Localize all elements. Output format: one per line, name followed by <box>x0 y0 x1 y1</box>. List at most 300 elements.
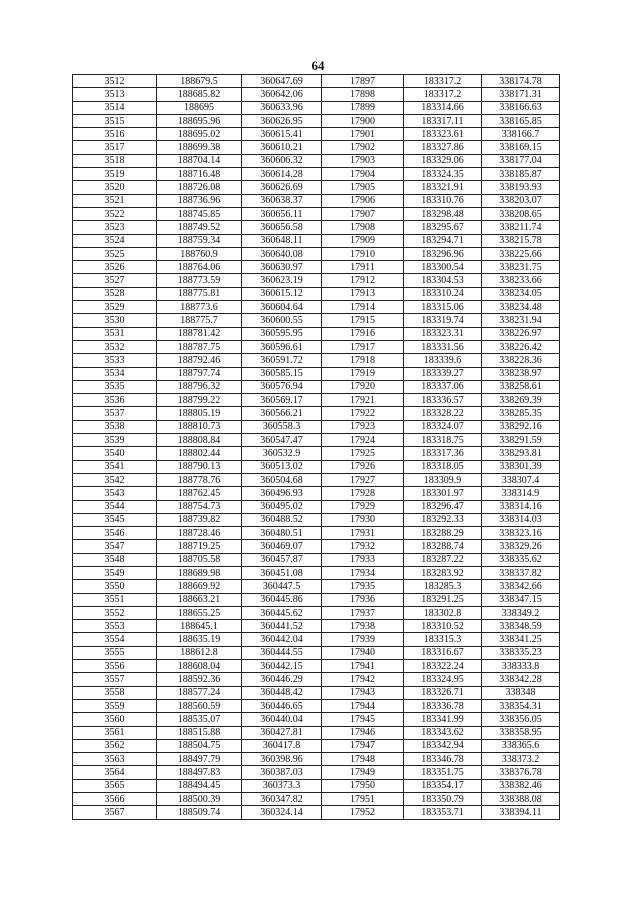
point-number-a-cell: 3557 <box>73 673 157 686</box>
y-coordinate-a-cell: 360442.15 <box>242 660 322 673</box>
coordinate-table <box>72 74 560 820</box>
x-coordinate-a-cell: 188726.08 <box>157 181 242 194</box>
point-number-a-cell: 3551 <box>73 593 157 606</box>
y-coordinate-a-cell: 360615.12 <box>242 287 322 300</box>
y-coordinate-a-cell: 360615.41 <box>242 128 322 141</box>
x-coordinate-b-cell: 183318.75 <box>404 434 482 447</box>
x-coordinate-b-cell: 183337.06 <box>404 380 482 393</box>
y-coordinate-b-cell: 338354.31 <box>482 699 560 712</box>
y-coordinate-a-cell: 360387.03 <box>242 766 322 779</box>
y-coordinate-a-cell: 360630.97 <box>242 261 322 274</box>
x-coordinate-a-cell: 188592.36 <box>157 673 242 686</box>
point-number-a-cell: 3520 <box>73 181 157 194</box>
x-coordinate-b-cell: 183298.48 <box>404 207 482 220</box>
y-coordinate-a-cell: 360448.42 <box>242 686 322 699</box>
x-coordinate-b-cell: 183324.35 <box>404 168 482 181</box>
x-coordinate-b-cell: 183321.91 <box>404 181 482 194</box>
x-coordinate-b-cell: 183292.33 <box>404 513 482 526</box>
x-coordinate-b-cell: 183339.27 <box>404 367 482 380</box>
table-row <box>73 739 560 752</box>
point-number-b-cell: 17933 <box>322 553 404 566</box>
y-coordinate-b-cell: 338292.16 <box>482 420 560 433</box>
table-row <box>73 806 560 819</box>
y-coordinate-a-cell: 360558.3 <box>242 420 322 433</box>
y-coordinate-b-cell: 338337.82 <box>482 566 560 579</box>
y-coordinate-b-cell: 338347.15 <box>482 593 560 606</box>
point-number-a-cell: 3558 <box>73 686 157 699</box>
point-number-a-cell: 3560 <box>73 713 157 726</box>
x-coordinate-a-cell: 188802.44 <box>157 447 242 460</box>
point-number-b-cell: 17908 <box>322 221 404 234</box>
point-number-a-cell: 3530 <box>73 314 157 327</box>
table-row <box>73 580 560 593</box>
y-coordinate-a-cell: 360417.8 <box>242 739 322 752</box>
point-number-b-cell: 17902 <box>322 141 404 154</box>
point-number-a-cell: 3518 <box>73 154 157 167</box>
y-coordinate-a-cell: 360504.68 <box>242 473 322 486</box>
y-coordinate-b-cell: 338231.75 <box>482 261 560 274</box>
table-row <box>73 620 560 633</box>
x-coordinate-a-cell: 188736.96 <box>157 194 242 207</box>
x-coordinate-a-cell: 188577.24 <box>157 686 242 699</box>
table-row <box>73 154 560 167</box>
y-coordinate-a-cell: 360633.96 <box>242 101 322 114</box>
table-row <box>73 699 560 712</box>
point-number-b-cell: 17911 <box>322 261 404 274</box>
x-coordinate-b-cell: 183296.47 <box>404 500 482 513</box>
point-number-a-cell: 3534 <box>73 367 157 380</box>
y-coordinate-a-cell: 360656.11 <box>242 207 322 220</box>
point-number-b-cell: 17947 <box>322 739 404 752</box>
x-coordinate-a-cell: 188504.75 <box>157 739 242 752</box>
point-number-b-cell: 17944 <box>322 699 404 712</box>
x-coordinate-a-cell: 188705.58 <box>157 553 242 566</box>
table-row <box>73 221 560 234</box>
point-number-b-cell: 17935 <box>322 580 404 593</box>
x-coordinate-a-cell: 188689.98 <box>157 566 242 579</box>
point-number-b-cell: 17946 <box>322 726 404 739</box>
x-coordinate-b-cell: 183354.17 <box>404 779 482 792</box>
x-coordinate-b-cell: 183317.2 <box>404 75 482 88</box>
table-row <box>73 553 560 566</box>
x-coordinate-a-cell: 188739.82 <box>157 513 242 526</box>
point-number-b-cell: 17907 <box>322 207 404 220</box>
y-coordinate-a-cell: 360595.95 <box>242 327 322 340</box>
table-row <box>73 593 560 606</box>
table-row <box>73 327 560 340</box>
x-coordinate-b-cell: 183339.6 <box>404 354 482 367</box>
table-row <box>73 487 560 500</box>
y-coordinate-a-cell: 360576.94 <box>242 380 322 393</box>
table-row <box>73 447 560 460</box>
y-coordinate-a-cell: 360398.96 <box>242 753 322 766</box>
y-coordinate-a-cell: 360648.11 <box>242 234 322 247</box>
point-number-b-cell: 17939 <box>322 633 404 646</box>
point-number-b-cell: 17910 <box>322 247 404 260</box>
point-number-b-cell: 17930 <box>322 513 404 526</box>
y-coordinate-a-cell: 360626.95 <box>242 114 322 127</box>
table-row <box>73 207 560 220</box>
y-coordinate-b-cell: 338356.05 <box>482 713 560 726</box>
point-number-a-cell: 3537 <box>73 407 157 420</box>
point-number-b-cell: 17923 <box>322 420 404 433</box>
table-row <box>73 354 560 367</box>
point-number-b-cell: 17952 <box>322 806 404 819</box>
y-coordinate-b-cell: 338169.15 <box>482 141 560 154</box>
point-number-b-cell: 17900 <box>322 114 404 127</box>
x-coordinate-b-cell: 183318.05 <box>404 460 482 473</box>
x-coordinate-b-cell: 183296.96 <box>404 247 482 260</box>
y-coordinate-a-cell: 360347.82 <box>242 793 322 806</box>
point-number-b-cell: 17941 <box>322 660 404 673</box>
point-number-b-cell: 17945 <box>322 713 404 726</box>
table-row <box>73 194 560 207</box>
point-number-a-cell: 3532 <box>73 340 157 353</box>
x-coordinate-b-cell: 183327.86 <box>404 141 482 154</box>
point-number-b-cell: 17922 <box>322 407 404 420</box>
point-number-b-cell: 17898 <box>322 88 404 101</box>
point-number-a-cell: 3565 <box>73 779 157 792</box>
x-coordinate-a-cell: 188509.74 <box>157 806 242 819</box>
page-number: 64 <box>311 58 325 73</box>
point-number-b-cell: 17903 <box>322 154 404 167</box>
y-coordinate-b-cell: 338341.25 <box>482 633 560 646</box>
point-number-b-cell: 17918 <box>322 354 404 367</box>
table-row <box>73 566 560 579</box>
table-row <box>73 407 560 420</box>
table-row <box>73 766 560 779</box>
point-number-a-cell: 3543 <box>73 487 157 500</box>
y-coordinate-b-cell: 338193.93 <box>482 181 560 194</box>
y-coordinate-a-cell: 360640.08 <box>242 247 322 260</box>
point-number-a-cell: 3526 <box>73 261 157 274</box>
y-coordinate-b-cell: 338215.78 <box>482 234 560 247</box>
y-coordinate-b-cell: 338166.7 <box>482 128 560 141</box>
point-number-a-cell: 3538 <box>73 420 157 433</box>
x-coordinate-b-cell: 183316.67 <box>404 646 482 659</box>
y-coordinate-b-cell: 338177.04 <box>482 154 560 167</box>
point-number-b-cell: 17906 <box>322 194 404 207</box>
point-number-a-cell: 3513 <box>73 88 157 101</box>
point-number-a-cell: 3563 <box>73 753 157 766</box>
y-coordinate-b-cell: 338211.74 <box>482 221 560 234</box>
table-row <box>73 141 560 154</box>
point-number-a-cell: 3521 <box>73 194 157 207</box>
y-coordinate-b-cell: 338349.2 <box>482 606 560 619</box>
point-number-a-cell: 3533 <box>73 354 157 367</box>
x-coordinate-b-cell: 183315.3 <box>404 633 482 646</box>
point-number-a-cell: 3561 <box>73 726 157 739</box>
point-number-a-cell: 3512 <box>73 75 157 88</box>
point-number-b-cell: 17934 <box>322 566 404 579</box>
y-coordinate-a-cell: 360373.3 <box>242 779 322 792</box>
point-number-b-cell: 17925 <box>322 447 404 460</box>
point-number-a-cell: 3555 <box>73 646 157 659</box>
table-row <box>73 513 560 526</box>
y-coordinate-b-cell: 338203.07 <box>482 194 560 207</box>
y-coordinate-a-cell: 360495.02 <box>242 500 322 513</box>
x-coordinate-a-cell: 188679.5 <box>157 75 242 88</box>
table-row <box>73 88 560 101</box>
point-number-a-cell: 3531 <box>73 327 157 340</box>
y-coordinate-b-cell: 338226.97 <box>482 327 560 340</box>
point-number-b-cell: 17949 <box>322 766 404 779</box>
point-number-a-cell: 3567 <box>73 806 157 819</box>
table-row <box>73 340 560 353</box>
table-row <box>73 473 560 486</box>
point-number-a-cell: 3562 <box>73 739 157 752</box>
table-row <box>73 75 560 88</box>
x-coordinate-b-cell: 183283.92 <box>404 566 482 579</box>
y-coordinate-b-cell: 338376.78 <box>482 766 560 779</box>
point-number-b-cell: 17921 <box>322 394 404 407</box>
x-coordinate-b-cell: 183314.66 <box>404 101 482 114</box>
y-coordinate-b-cell: 338285.35 <box>482 407 560 420</box>
y-coordinate-b-cell: 338314.03 <box>482 513 560 526</box>
table-row <box>73 128 560 141</box>
point-number-a-cell: 3547 <box>73 540 157 553</box>
y-coordinate-b-cell: 338234.48 <box>482 301 560 314</box>
table-row <box>73 247 560 260</box>
x-coordinate-a-cell: 188759.34 <box>157 234 242 247</box>
x-coordinate-b-cell: 183350.79 <box>404 793 482 806</box>
table-row <box>73 234 560 247</box>
table-row <box>73 606 560 619</box>
y-coordinate-b-cell: 338233.66 <box>482 274 560 287</box>
point-number-b-cell: 17927 <box>322 473 404 486</box>
point-number-a-cell: 3515 <box>73 114 157 127</box>
x-coordinate-a-cell: 188773.59 <box>157 274 242 287</box>
x-coordinate-b-cell: 183323.61 <box>404 128 482 141</box>
table-row <box>73 726 560 739</box>
y-coordinate-a-cell: 360610.21 <box>242 141 322 154</box>
x-coordinate-a-cell: 188790.13 <box>157 460 242 473</box>
x-coordinate-b-cell: 183317.11 <box>404 114 482 127</box>
point-number-a-cell: 3522 <box>73 207 157 220</box>
point-number-b-cell: 17943 <box>322 686 404 699</box>
x-coordinate-a-cell: 188669.92 <box>157 580 242 593</box>
y-coordinate-a-cell: 360446.65 <box>242 699 322 712</box>
x-coordinate-a-cell: 188497.83 <box>157 766 242 779</box>
point-number-a-cell: 3549 <box>73 566 157 579</box>
y-coordinate-a-cell: 360591.72 <box>242 354 322 367</box>
x-coordinate-a-cell: 188749.52 <box>157 221 242 234</box>
y-coordinate-b-cell: 338293.81 <box>482 447 560 460</box>
x-coordinate-b-cell: 183331.56 <box>404 340 482 353</box>
point-number-b-cell: 17951 <box>322 793 404 806</box>
table-row <box>73 460 560 473</box>
y-coordinate-a-cell: 360513.02 <box>242 460 322 473</box>
x-coordinate-a-cell: 188781.42 <box>157 327 242 340</box>
point-number-b-cell: 17912 <box>322 274 404 287</box>
point-number-a-cell: 3539 <box>73 434 157 447</box>
x-coordinate-b-cell: 183324.07 <box>404 420 482 433</box>
x-coordinate-a-cell: 188685.82 <box>157 88 242 101</box>
table-row <box>73 274 560 287</box>
y-coordinate-a-cell: 360445.86 <box>242 593 322 606</box>
x-coordinate-a-cell: 188719.25 <box>157 540 242 553</box>
y-coordinate-b-cell: 338335.62 <box>482 553 560 566</box>
x-coordinate-a-cell: 188663.21 <box>157 593 242 606</box>
y-coordinate-a-cell: 360626.69 <box>242 181 322 194</box>
x-coordinate-a-cell: 188754.73 <box>157 500 242 513</box>
point-number-a-cell: 3542 <box>73 473 157 486</box>
point-number-b-cell: 17897 <box>322 75 404 88</box>
x-coordinate-b-cell: 183288.74 <box>404 540 482 553</box>
x-coordinate-a-cell: 188515.88 <box>157 726 242 739</box>
y-coordinate-a-cell: 360656.58 <box>242 221 322 234</box>
point-number-a-cell: 3554 <box>73 633 157 646</box>
point-number-a-cell: 3514 <box>73 101 157 114</box>
table-row <box>73 314 560 327</box>
table-row <box>73 500 560 513</box>
x-coordinate-b-cell: 183304.53 <box>404 274 482 287</box>
y-coordinate-b-cell: 338225.66 <box>482 247 560 260</box>
x-coordinate-b-cell: 183336.57 <box>404 394 482 407</box>
x-coordinate-a-cell: 188695.96 <box>157 114 242 127</box>
table-row <box>73 686 560 699</box>
y-coordinate-b-cell: 338333.8 <box>482 660 560 673</box>
y-coordinate-b-cell: 338388.08 <box>482 793 560 806</box>
y-coordinate-a-cell: 360488.52 <box>242 513 322 526</box>
y-coordinate-a-cell: 360585.15 <box>242 367 322 380</box>
point-number-b-cell: 17937 <box>322 606 404 619</box>
table-row <box>73 114 560 127</box>
x-coordinate-b-cell: 183295.67 <box>404 221 482 234</box>
y-coordinate-a-cell: 360451.08 <box>242 566 322 579</box>
y-coordinate-b-cell: 338314.9 <box>482 487 560 500</box>
x-coordinate-b-cell: 183310.76 <box>404 194 482 207</box>
x-coordinate-b-cell: 183351.75 <box>404 766 482 779</box>
table-row <box>73 301 560 314</box>
y-coordinate-a-cell: 360442.04 <box>242 633 322 646</box>
y-coordinate-a-cell: 360496.93 <box>242 487 322 500</box>
y-coordinate-b-cell: 338269.39 <box>482 394 560 407</box>
x-coordinate-a-cell: 188773.6 <box>157 301 242 314</box>
x-coordinate-b-cell: 183310.52 <box>404 620 482 633</box>
y-coordinate-b-cell: 338234.05 <box>482 287 560 300</box>
y-coordinate-a-cell: 360596.61 <box>242 340 322 353</box>
y-coordinate-b-cell: 338342.28 <box>482 673 560 686</box>
x-coordinate-b-cell: 183315.06 <box>404 301 482 314</box>
point-number-b-cell: 17928 <box>322 487 404 500</box>
y-coordinate-a-cell: 360469.07 <box>242 540 322 553</box>
y-coordinate-b-cell: 338171.31 <box>482 88 560 101</box>
x-coordinate-b-cell: 183329.06 <box>404 154 482 167</box>
y-coordinate-a-cell: 360440.04 <box>242 713 322 726</box>
x-coordinate-a-cell: 188799.22 <box>157 394 242 407</box>
x-coordinate-b-cell: 183343.62 <box>404 726 482 739</box>
point-number-a-cell: 3523 <box>73 221 157 234</box>
x-coordinate-b-cell: 183336.78 <box>404 699 482 712</box>
point-number-b-cell: 17942 <box>322 673 404 686</box>
x-coordinate-b-cell: 183300.54 <box>404 261 482 274</box>
point-number-a-cell: 3527 <box>73 274 157 287</box>
y-coordinate-b-cell: 338382.46 <box>482 779 560 792</box>
x-coordinate-a-cell: 188645.1 <box>157 620 242 633</box>
x-coordinate-b-cell: 183326.71 <box>404 686 482 699</box>
point-number-b-cell: 17916 <box>322 327 404 340</box>
x-coordinate-a-cell: 188560.59 <box>157 699 242 712</box>
y-coordinate-a-cell: 360606.32 <box>242 154 322 167</box>
x-coordinate-a-cell: 188810.73 <box>157 420 242 433</box>
y-coordinate-b-cell: 338365.6 <box>482 739 560 752</box>
x-coordinate-a-cell: 188792.46 <box>157 354 242 367</box>
y-coordinate-a-cell: 360445.62 <box>242 606 322 619</box>
x-coordinate-b-cell: 183287.22 <box>404 553 482 566</box>
x-coordinate-b-cell: 183302.8 <box>404 606 482 619</box>
x-coordinate-b-cell: 183353.71 <box>404 806 482 819</box>
point-number-b-cell: 17950 <box>322 779 404 792</box>
x-coordinate-a-cell: 188797.74 <box>157 367 242 380</box>
point-number-a-cell: 3556 <box>73 660 157 673</box>
point-number-b-cell: 17920 <box>322 380 404 393</box>
y-coordinate-a-cell: 360457.87 <box>242 553 322 566</box>
y-coordinate-b-cell: 338291.59 <box>482 434 560 447</box>
point-number-a-cell: 3540 <box>73 447 157 460</box>
table-row <box>73 261 560 274</box>
point-number-a-cell: 3535 <box>73 380 157 393</box>
x-coordinate-a-cell: 188775.7 <box>157 314 242 327</box>
x-coordinate-a-cell: 188805.19 <box>157 407 242 420</box>
x-coordinate-a-cell: 188704.14 <box>157 154 242 167</box>
y-coordinate-b-cell: 338314.16 <box>482 500 560 513</box>
point-number-a-cell: 3544 <box>73 500 157 513</box>
y-coordinate-a-cell: 360569.17 <box>242 394 322 407</box>
point-number-a-cell: 3559 <box>73 699 157 712</box>
point-number-b-cell: 17924 <box>322 434 404 447</box>
x-coordinate-a-cell: 188775.81 <box>157 287 242 300</box>
x-coordinate-b-cell: 183310.24 <box>404 287 482 300</box>
point-number-b-cell: 17948 <box>322 753 404 766</box>
point-number-b-cell: 17901 <box>322 128 404 141</box>
x-coordinate-b-cell: 183294.71 <box>404 234 482 247</box>
x-coordinate-a-cell: 188808.84 <box>157 434 242 447</box>
point-number-a-cell: 3524 <box>73 234 157 247</box>
point-number-a-cell: 3517 <box>73 141 157 154</box>
x-coordinate-a-cell: 188778.76 <box>157 473 242 486</box>
table-row <box>73 287 560 300</box>
x-coordinate-a-cell: 188760.9 <box>157 247 242 260</box>
y-coordinate-a-cell: 360638.37 <box>242 194 322 207</box>
x-coordinate-b-cell: 183324.95 <box>404 673 482 686</box>
x-coordinate-b-cell: 183317.2 <box>404 88 482 101</box>
y-coordinate-b-cell: 338373.2 <box>482 753 560 766</box>
point-number-b-cell: 17932 <box>322 540 404 553</box>
x-coordinate-a-cell: 188762.45 <box>157 487 242 500</box>
point-number-a-cell: 3548 <box>73 553 157 566</box>
table-row <box>73 168 560 181</box>
y-coordinate-a-cell: 360547.47 <box>242 434 322 447</box>
y-coordinate-a-cell: 360446.29 <box>242 673 322 686</box>
x-coordinate-b-cell: 183346.78 <box>404 753 482 766</box>
point-number-a-cell: 3566 <box>73 793 157 806</box>
y-coordinate-a-cell: 360447.5 <box>242 580 322 593</box>
x-coordinate-a-cell: 188497.79 <box>157 753 242 766</box>
table-row <box>73 181 560 194</box>
y-coordinate-b-cell: 338228.36 <box>482 354 560 367</box>
point-number-a-cell: 3525 <box>73 247 157 260</box>
y-coordinate-b-cell: 338329.26 <box>482 540 560 553</box>
y-coordinate-a-cell: 360614.28 <box>242 168 322 181</box>
point-number-b-cell: 17938 <box>322 620 404 633</box>
x-coordinate-b-cell: 183342.94 <box>404 739 482 752</box>
x-coordinate-b-cell: 183319.74 <box>404 314 482 327</box>
x-coordinate-b-cell: 183309.9 <box>404 473 482 486</box>
x-coordinate-a-cell: 188635.19 <box>157 633 242 646</box>
y-coordinate-b-cell: 338165.85 <box>482 114 560 127</box>
x-coordinate-b-cell: 183285.3 <box>404 580 482 593</box>
